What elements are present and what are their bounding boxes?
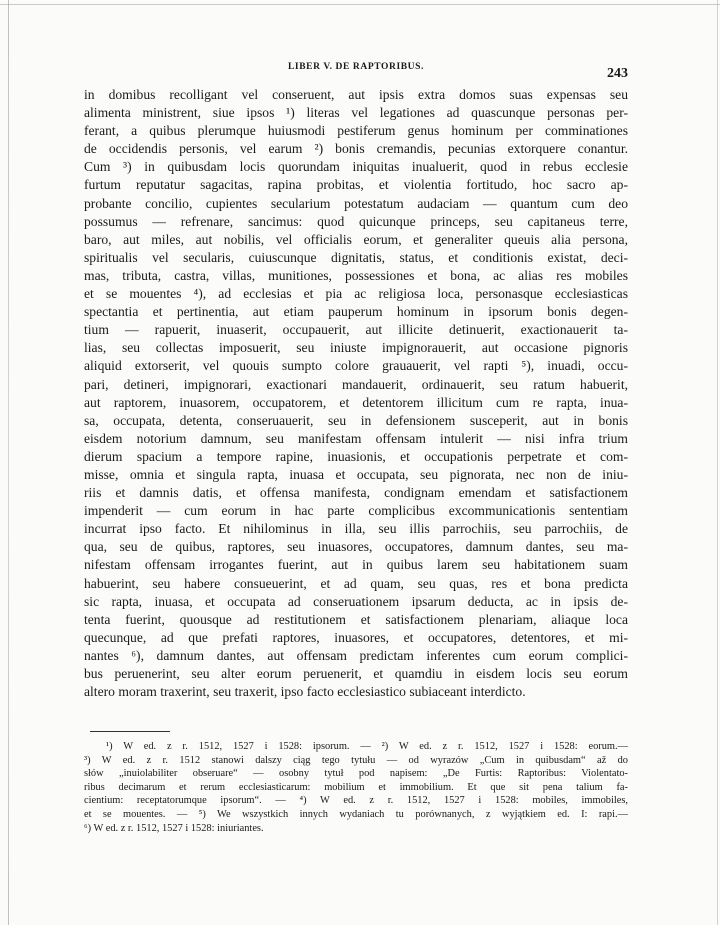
text-line: Cum ³) in quibusdam locis quorundam iniquitas inualuerit, quod in rebus ecclesie [84, 159, 628, 175]
text-line: spiritualis vel secularis, cuiuscunque dignitatis, status, et conditionis existat, deci- [84, 249, 628, 265]
page-edge-left [8, 0, 9, 925]
text-line: lias, seu collectas imposuerit, seu iniuste impignorauerit, aut occasione pignoris [84, 340, 628, 356]
text-line: mas, tributa, castra, villas, munitiones, possessiones et bona, ac alias res mobiles [84, 267, 628, 283]
text-line: probante concilio, cupientes secularium potestatum audaciam — quantum cum deo [84, 195, 628, 211]
main-text [84, 86, 628, 701]
footnote-line: ³) W ed. z r. 1512 stanowi dalszy ciąg tego tytułu — od wyrazów „Cum in quibusdam“ až do [84, 754, 628, 766]
text-line: misse, omnia et singula rapta, inuasa et occupata, seu pignorata, nec non de iniu- [84, 466, 628, 482]
text-line: quecunque, ad que prefati raptores, inuasores, et occupatores, detentores, et mi- [84, 629, 628, 645]
text-line: pari, detineri, impignorari, exactionari mandauerit, ordinauerit, seu ratum habuerit, [84, 376, 628, 392]
text-line: furtum reputatur sagacitas, rapina probitas, et violentia fortitudo, hoc sacro ap- [84, 177, 628, 193]
footnote-separator [90, 731, 170, 732]
footnotes [84, 740, 628, 835]
footnote-line: cientium: receptatorumque ipsorum“. — ⁴) W ed. z r. 1512, 1527 i 1528: mobiles, immobiles, [84, 795, 628, 807]
text-line: habuerint, seu habere consueuerint, et ad quam, seu quas, res et bona predicta [84, 575, 628, 591]
text-line: incurrat ipso facto. Et nihilominus in illa, seu illis parrochiis, seu parrochiis, de [84, 521, 628, 537]
text-line: in domibus recolligant vel conseruent, aut ipsis extra domos suas expensas seu [84, 87, 628, 102]
text-line: tium — rapuerit, inuaserit, occupauerit, aut illicite detinuerit, exactionauerit ta- [84, 322, 628, 338]
text-line: impenderit — cum eorum in hac parte complicibus excommunicationis sententiam [84, 503, 628, 519]
text-line: ferant, a quibus plerumque huiusmodi pestiferum genus hominum per comminationes [84, 123, 628, 139]
text-line: altero moram traxerint, seu traxerit, ipso facto ecclesiastico subiaceant interdicto. [84, 684, 526, 700]
text-line: baro, aut miles, aut nobilis, vel officialis eorum, et generaliter queuis alia persona, [84, 231, 628, 247]
text-line: et se mouentes ⁴), ad ecclesias et pia ac religiosa loca, personasque ecclesiasticas [84, 286, 628, 302]
page-number: 243 [607, 66, 628, 81]
text-line: dierum spacium a tempore rapine, inuasionis, et occupationis perpetrate et com- [84, 448, 628, 464]
text-line: aut raptorem, inuasorem, occupatorem, et detentorem illicitum cum re rapta, inua- [84, 394, 628, 410]
text-line: riis et damnis datis, et offensa manifesta, condignam emendam et satisfactionem [84, 485, 628, 501]
text-line: de occidendis personis, vel earum ²) bonis cremandis, pecunias extorquere conantur. [84, 141, 628, 157]
text-line: sic rapta, inuasa, et occupata ad conseruationem ipsarum deducta, ac in ipsis de- [84, 593, 628, 609]
page-edge-top [0, 4, 720, 5]
running-title: LIBER V. DE RAPTORIBUS. [287, 62, 425, 72]
text-line: qua, seu de quibus, raptores, seu inuasores, occupatores, damnum dantes, seu ma- [84, 539, 628, 555]
footnote-line: ¹) W ed. z r. 1512, 1527 i 1528: ipsorum. — ²) W ed. z r. 1512, 1527 i 1528: eorum.— [106, 741, 628, 752]
text-line: bus peruenerint, seu alter eorum peruenerit, et quamdiu in eisdem locis seu eorum [84, 666, 628, 681]
footnote-line: słów „inuiolabiliter obseruare“ — osobny tytuł pod napisem: „De Furtis: Raptoribus: Violentato- [84, 768, 628, 780]
text-line: aliquid extorserit, vel quouis sumpto colore grauauerit, vel rapti ⁵), inuadi, occu- [84, 358, 628, 374]
footnote-line: ribus decimarum et rerum ecclesiasticarum: mobilium et immobilium. Et que sit pena talium fa- [84, 781, 628, 793]
page-header [84, 60, 628, 84]
text-line: nantes ⁶), damnum dantes, aut offensam predictam inferentes cum eorum complici- [84, 647, 628, 663]
text-line: alimenta ministrent, siue ipsos ¹) literas vel legationes ad quascunque personas per- [84, 105, 628, 121]
text-line: eisdem notorium damnum, seu manifestam offensam intulerit — nisi infra trium [84, 430, 628, 446]
text-line: nifestam offensam irrogantes fuerint, aut in quibus larem seu habitationem suam [84, 557, 628, 573]
footnote-line: et se mouentes. — ⁵) We wszystkich innych wydaniach tu porównanych, z wyjątkiem ed. I: rapi.— [84, 808, 628, 820]
footnote-line: ⁶) W ed. z r. 1512, 1527 i 1528: iniuriantes. [84, 822, 264, 834]
text-line: sa, occupata, detenta, conseruauerit, seu in defensionem susceperit, aut in bonis [84, 412, 628, 428]
text-line: possumus — refrenare, sancimus: quod quicunque princeps, seu capitaneus terre, [84, 213, 628, 229]
text-line: spectantia et pertinentia, aut etiam pauperum hominum in ipsorum bonis degen- [84, 304, 628, 320]
page-edge-right [717, 0, 718, 925]
text-line: tenta fuerint, quousque ad restitutionem et satisfactionem plenariam, aliaque loca [84, 611, 628, 627]
